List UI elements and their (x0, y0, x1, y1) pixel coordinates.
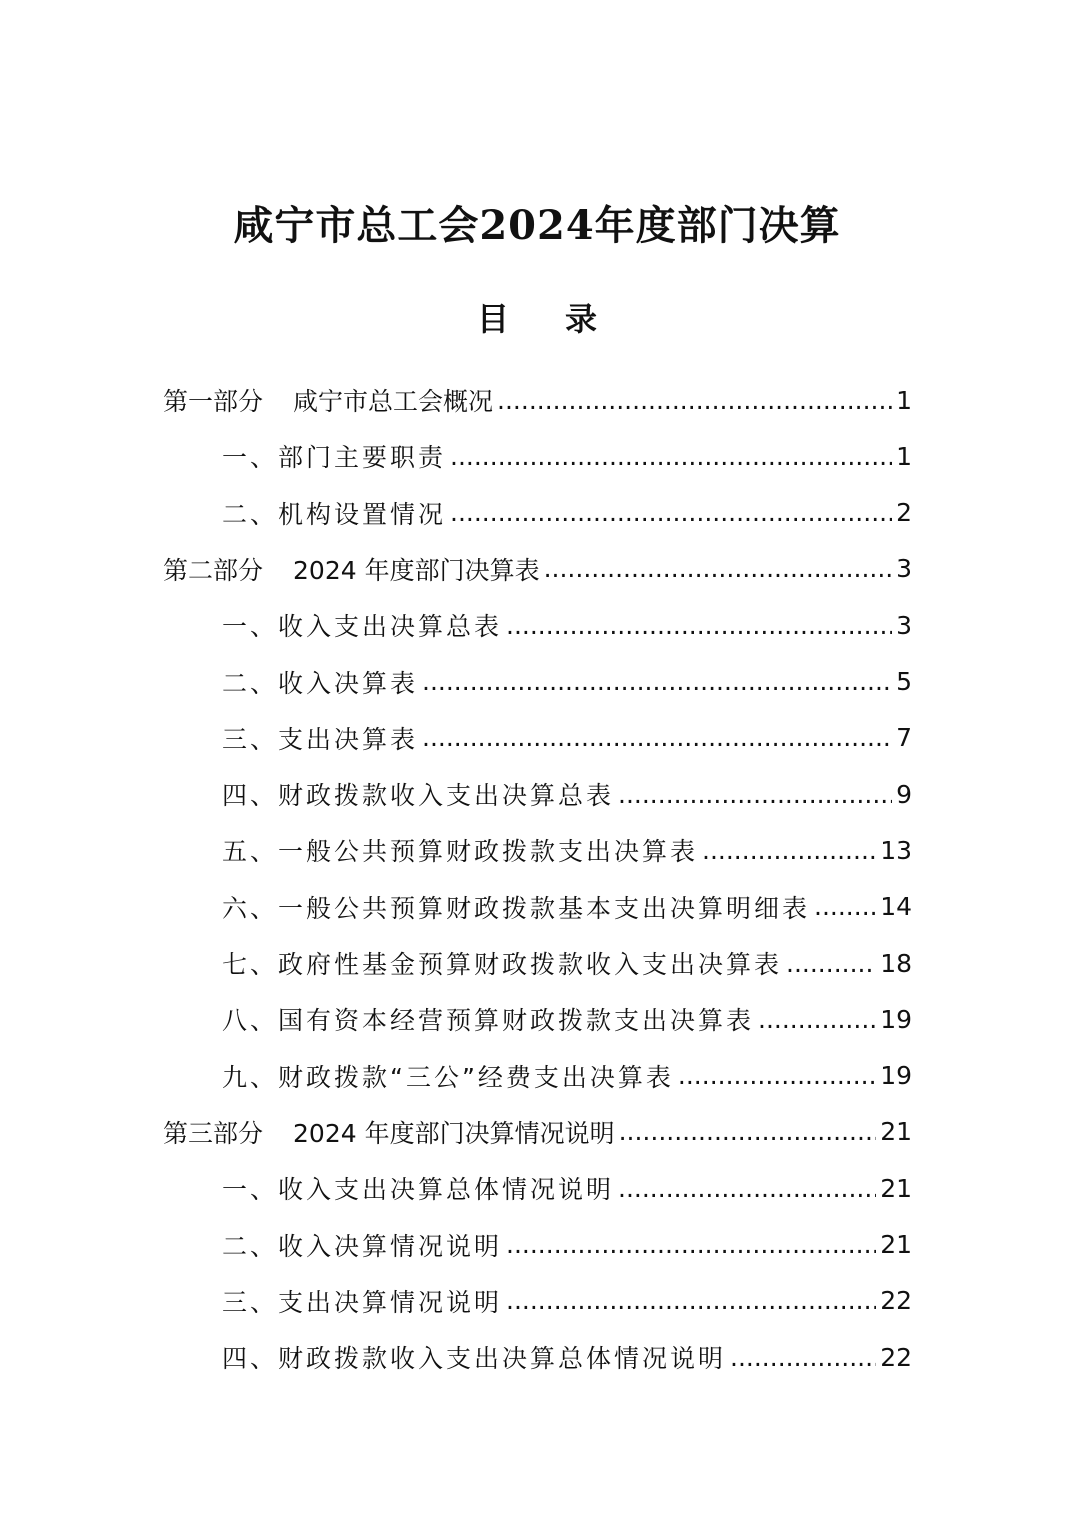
toc-dot-leader (730, 1343, 876, 1372)
toc-page-number: 2 (896, 498, 912, 528)
toc-dot-leader (497, 386, 892, 415)
toc-page-number: 1 (896, 385, 912, 415)
toc-entry-label: 一、部门主要职责 (222, 443, 447, 473)
toc-section-entry[interactable] (222, 710, 912, 766)
toc-section-entry[interactable] (222, 1160, 912, 1216)
toc-entry-label: 二、机构设置情况 (222, 499, 447, 529)
toc-dot-leader (702, 836, 876, 865)
toc-entry-label: 二、收入决算表 (222, 668, 419, 698)
toc-page-number: 22 (880, 1286, 912, 1316)
toc-entry-label: 六、一般公共预算财政拨款基本支出决算明细表 (222, 893, 811, 923)
toc-part-entry[interactable] (163, 1104, 912, 1160)
toc-entry-label: 三、支出决算表 (222, 724, 419, 754)
toc-page-number: 22 (880, 1342, 912, 1372)
toc-page-number: 9 (896, 779, 912, 809)
toc-section-entry[interactable] (222, 766, 912, 822)
toc-dot-leader (544, 554, 893, 583)
toc-section-entry[interactable] (222, 1217, 912, 1273)
toc-entry-label: 二、收入决算情况说明 (222, 1231, 503, 1261)
toc-part-title: 2024 年度部门决算表 (293, 555, 540, 585)
toc-page-number: 3 (896, 610, 912, 640)
toc-dot-leader (506, 611, 892, 640)
toc-part-entry[interactable] (163, 541, 912, 597)
toc-dot-leader (758, 1005, 876, 1034)
toc-page-number: 19 (880, 1061, 912, 1091)
toc-part-title: 2024 年度部门决算情况说明 (293, 1118, 615, 1148)
toc-section-entry[interactable] (222, 879, 912, 935)
toc-page-number: 19 (880, 1004, 912, 1034)
toc-page-number: 21 (880, 1117, 912, 1147)
toc-page-number: 7 (896, 723, 912, 753)
toc-dot-leader (619, 1117, 877, 1146)
toc-dot-leader (506, 1286, 876, 1315)
toc-dot-leader (450, 498, 892, 527)
toc-entry-label: 八、国有资本经营预算财政拨款支出决算表 (222, 1006, 755, 1036)
toc-dot-leader (786, 949, 876, 978)
toc-entry-label (163, 1114, 615, 1150)
toc-entry-label: 五、一般公共预算财政拨款支出决算表 (222, 837, 699, 867)
toc-section-entry[interactable] (222, 597, 912, 653)
toc-section-entry[interactable] (222, 991, 912, 1047)
toc-dot-leader (422, 667, 892, 696)
toc-dot-leader (678, 1061, 876, 1090)
toc-section-entry[interactable] (222, 654, 912, 710)
toc-page-number: 13 (880, 835, 912, 865)
toc-entry-label: 四、财政拨款收入支出决算总表 (222, 781, 615, 811)
toc-heading-second-char: 录 (565, 300, 598, 338)
toc-page-number: 21 (880, 1230, 912, 1259)
toc-entry-label (163, 551, 540, 587)
toc-entry-label: 四、财政拨款收入支出决算总体情况说明 (222, 1344, 727, 1374)
toc-entry-label (163, 382, 493, 418)
toc-section-entry[interactable] (222, 1329, 912, 1385)
toc-dot-leader (618, 1174, 876, 1203)
toc-part-title: 咸宁市总工会概况 (293, 387, 494, 416)
toc-part-number: 第三部分 (163, 1118, 264, 1148)
toc-section-entry[interactable] (222, 1048, 912, 1104)
toc-section-entry[interactable] (222, 1273, 912, 1329)
toc-part-number: 第二部分 (163, 555, 264, 585)
toc-page-number: 21 (880, 1173, 912, 1203)
toc-section-entry[interactable] (222, 485, 912, 541)
toc-section-entry[interactable] (222, 822, 912, 878)
toc-page-number: 14 (880, 892, 912, 922)
toc-page-number: 18 (880, 948, 912, 978)
document-title: 咸宁市总工会2024年度部门决算 (233, 202, 841, 249)
toc-entry-label: 七、政府性基金预算财政拨款收入支出决算表 (222, 950, 783, 979)
toc-dot-leader (506, 1230, 876, 1259)
toc-section-entry[interactable] (222, 428, 912, 484)
toc-heading (0, 294, 1074, 344)
toc-page-number: 1 (896, 441, 912, 471)
toc-entry-label: 一、收入支出决算总表 (222, 612, 503, 642)
toc-entry-label: 三、支出决算情况说明 (222, 1287, 503, 1317)
toc-dot-leader (618, 780, 892, 809)
toc-dot-leader (450, 442, 892, 471)
toc-dot-leader (814, 892, 876, 921)
toc-entry-label: 一、收入支出决算总体情况说明 (222, 1175, 615, 1205)
toc-part-number: 第一部分 (163, 387, 264, 416)
toc-part-entry[interactable] (163, 372, 912, 428)
toc-dot-leader (422, 723, 892, 752)
toc-section-entry[interactable] (222, 935, 912, 991)
toc-page-number: 5 (896, 667, 912, 696)
toc-page-number: 3 (896, 554, 912, 584)
toc-entry-label: 九、财政拨款“三公”经费支出决算表 (222, 1062, 674, 1092)
toc-heading-first-char: 目 (476, 300, 509, 338)
